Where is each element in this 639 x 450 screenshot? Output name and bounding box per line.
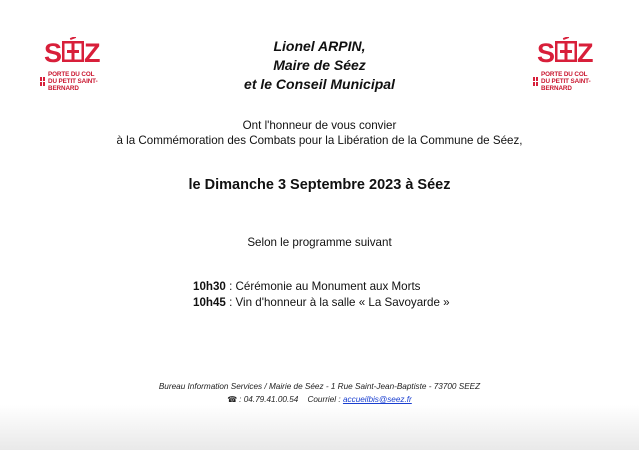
phone-icon: ☎: [227, 395, 238, 404]
svg-text:S: S: [44, 38, 63, 67]
programme-intro: Selon le programme suivant: [247, 236, 392, 249]
footer-email-link[interactable]: accueilbis@seez.fr: [342, 395, 412, 404]
footer-contact: [0, 380, 639, 406]
seez-wordmark: [40, 37, 112, 67]
footer-phone: : 04.79.41.00.54: [239, 395, 299, 404]
seez-logo-left: [40, 37, 112, 92]
seez-logo-right: [533, 37, 605, 92]
seez-tagline: [533, 71, 605, 92]
svg-text:S: S: [537, 38, 556, 67]
invite-line2: à la Commémoration des Combats pour la Libération de la Commune de Séez,: [116, 134, 523, 147]
seez-tagline: [40, 71, 112, 92]
tagline-line2: DU PETIT SAINT-BERNARD: [48, 78, 98, 92]
schedule-item: [193, 295, 450, 311]
seez-wordmark: [533, 37, 605, 67]
tagline-line2: DU PETIT SAINT-BERNARD: [541, 78, 591, 92]
schedule-item: [193, 279, 450, 295]
tagline-line1: PORTE DU COL: [48, 71, 95, 78]
footer-address: Bureau Information Services / Mairie de Séez - 1 Rue Saint-Jean-Baptiste - 73700 SEEZ: [158, 382, 481, 391]
header-council: et le Conseil Municipal: [244, 76, 395, 92]
programme-schedule: [193, 279, 450, 310]
schedule-time: 10h45: [193, 295, 226, 309]
schedule-desc: : Vin d'honneur à la salle « La Savoyarde »: [225, 295, 450, 309]
schedule-time: 10h30: [193, 280, 226, 293]
header-name: Lionel ARPIN,: [273, 38, 366, 54]
header-title: Maire de Séez: [273, 57, 366, 73]
footer-email-label: Courriel :: [307, 395, 343, 404]
invitation-header: [200, 37, 439, 94]
schedule-desc: : Cérémonie au Monument aux Morts: [225, 280, 421, 293]
savoie-flags-icon: [533, 77, 538, 86]
invite-line1: Ont l'honneur de vous convier: [242, 119, 397, 132]
tagline-line1: PORTE DU COL: [541, 71, 588, 78]
invitation-text: [0, 118, 639, 148]
svg-text:Z: Z: [577, 38, 594, 67]
footer-contact-line: [0, 393, 639, 406]
savoie-flags-icon: [40, 77, 45, 86]
svg-text:Z: Z: [84, 38, 101, 67]
event-date: le Dimanche 3 Septembre 2023 à Séez: [188, 177, 451, 193]
